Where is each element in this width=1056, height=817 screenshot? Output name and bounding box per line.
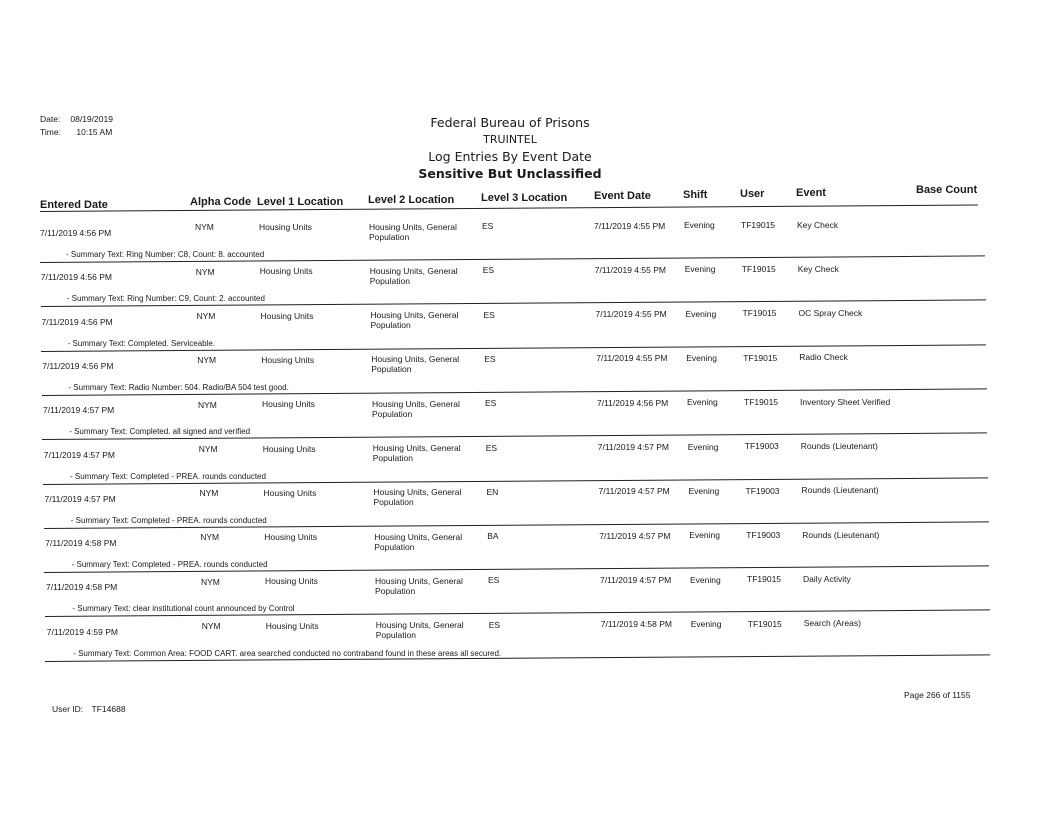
time-value: 10:15 AM [76,127,113,137]
event-cell: Inventory Sheet Verified [800,396,891,407]
user-cell: TF19015 [743,352,778,363]
report-time [40,127,112,137]
summary-text: - Summary Text: Completed - PREA. rounds conducted [70,515,267,525]
event-date-cell: 7/11/2019 4:57 PM [598,486,670,497]
user-cell: TF19003 [745,485,780,496]
level1-cell: Housing Units [265,576,318,587]
shift-cell: Evening [687,441,719,452]
entered-date-cell: 7/11/2019 4:56 PM [41,316,113,327]
level1-cell: Housing Units [264,532,318,543]
level2-cell: Housing Units, General Population [375,620,464,641]
level1-cell: Housing Units [259,222,312,232]
shift-cell: Evening [690,618,722,629]
alpha-code-cell: NYM [199,488,219,499]
summary-text: - Summary Text: Common Area: FOOD CART. area searched conducted no contraband found in these areas all secured. [73,648,502,658]
entered-date-cell: 7/11/2019 4:57 PM [43,449,115,460]
event-cell: Search (Areas) [803,618,861,629]
report-title-block [380,114,640,182]
col-shift: Shift [683,189,708,201]
entered-date-cell: 7/11/2019 4:56 PM [40,228,112,238]
classification: Sensitive But Unclassified [418,166,602,181]
shift-cell: Evening [689,530,720,541]
event-date-cell: 7/11/2019 4:55 PM [594,264,666,275]
user-cell: TF19015 [744,397,779,408]
shift-cell: Evening [684,220,715,231]
alpha-code-cell: NYM [201,621,221,631]
alpha-code-cell: NYM [200,532,220,543]
col-user: User [740,188,765,200]
summary-text: - Summary Text: clear institutional count announced by Control [72,604,295,614]
entered-date-cell: 7/11/2019 4:56 PM [40,272,112,283]
shift-cell: Evening [685,308,717,319]
level3-cell: ES [488,575,500,586]
event-date-cell: 7/11/2019 4:57 PM [599,530,671,541]
time-label: Time: [40,127,61,137]
level3-cell: ES [483,309,495,320]
page-number: Page 266 of 1155 [904,690,971,700]
entered-date-cell: 7/11/2019 4:58 PM [45,538,117,549]
level1-cell: Housing Units [261,354,315,365]
shift-cell: Evening [687,397,718,408]
entered-date-cell: 7/11/2019 4:57 PM [44,493,116,504]
level2-cell: Housing Units, General Population [370,310,459,331]
report-date [40,114,113,124]
shift-cell: Evening [690,574,721,585]
event-date-cell: 7/11/2019 4:55 PM [596,353,668,364]
col-event: Event [796,187,826,199]
col-alpha-code: Alpha Code [190,196,252,208]
level2-cell: Housing Units, General Population [372,443,461,464]
level3-cell: ES [485,442,498,453]
event-cell: Key Check [797,263,839,274]
entered-date-cell: 7/11/2019 4:57 PM [43,405,115,416]
col-base-count: Base Count [916,184,978,196]
event-date-cell: 7/11/2019 4:55 PM [594,220,666,231]
user-id-label: User ID: [52,704,84,714]
level3-cell: ES [482,221,494,231]
user-cell: TF19015 [747,618,782,629]
level3-cell: ES [484,353,496,364]
col-event-date: Event Date [594,190,651,202]
alpha-code-cell: NYM [195,266,215,277]
event-date-cell: 7/11/2019 4:55 PM [595,309,667,320]
event-date-cell: 7/11/2019 4:57 PM [600,574,672,585]
event-date-cell: 7/11/2019 4:56 PM [597,397,669,408]
org-name: Federal Bureau of Prisons [430,115,590,130]
summary-text: - Summary Text: Ring Number: C9, Count: 2. accounted [66,294,265,304]
level1-cell: Housing Units [263,487,317,498]
alpha-code-cell: NYM [201,576,220,587]
summary-text: - Summary Text: Completed - PREA. rounds conducted [70,471,266,481]
event-date-cell: 7/11/2019 4:57 PM [597,442,669,452]
level1-cell: Housing Units [262,443,316,454]
entered-date-cell: 7/11/2019 4:59 PM [46,626,118,637]
user-cell: TF19015 [747,574,782,585]
level3-cell: EN [486,486,499,497]
event-cell: Key Check [797,219,839,230]
level1-cell: Housing Units [260,310,314,321]
event-cell: Rounds (Lieutenant) [802,529,880,540]
user-cell: TF19015 [741,264,776,275]
summary-text: - Summary Text: Ring Number: C8, Count: 8. accounted [66,250,265,259]
alpha-code-cell: NYM [195,222,214,233]
entered-date-cell: 7/11/2019 4:56 PM [42,360,114,371]
col-level1: Level 1 Location [257,196,344,208]
level2-cell: Housing Units, General Population [372,398,460,419]
level3-cell: ES [482,265,495,276]
level3-cell: ES [488,619,501,630]
event-cell: Radio Check [799,352,848,363]
alpha-code-cell: NYM [198,443,218,454]
user-cell: TF19015 [741,219,776,230]
col-level2: Level 2 Location [368,194,455,206]
entered-date-cell: 7/11/2019 4:58 PM [46,582,118,593]
user-cell: TF19003 [744,441,779,452]
system-name: TRUINTEL [483,133,537,146]
level1-cell: Housing Units [259,266,313,277]
level2-cell: Housing Units, General Population [369,265,458,286]
level3-cell: ES [485,398,497,409]
summary-text: - Summary Text: Radio Number: 504. Radio/BA 504 test good. [68,382,289,392]
summary-text: - Summary Text: Completed. all signed and verified [69,427,251,437]
footer-user-id [52,704,126,714]
alpha-code-cell: NYM [196,310,216,321]
event-cell: Rounds (Lieutenant) [800,441,878,452]
alpha-code-cell: NYM [198,399,217,410]
report-title: Log Entries By Event Date [428,149,592,164]
level2-cell: Housing Units, General Population [371,354,460,375]
event-cell: Rounds (Lieutenant) [801,485,879,496]
event-date-cell: 7/11/2019 4:58 PM [600,619,672,630]
alpha-code-cell: NYM [197,355,217,366]
header-rule [40,204,978,212]
event-cell: OC Spray Check [798,308,863,319]
col-level3: Level 3 Location [481,192,568,204]
level2-cell: Housing Units, General Population [374,531,463,552]
user-id-value: TF14688 [91,704,126,714]
summary-text: - Summary Text: Completed. Serviceable. [67,338,216,348]
user-cell: TF19015 [742,308,777,319]
level2-cell: Housing Units, General Population [373,487,462,508]
level2-cell: Housing Units, General Population [369,221,457,242]
level3-cell: BA [487,531,499,542]
level1-cell: Housing Units [265,620,319,631]
summary-text: - Summary Text: Completed - PREA. rounds conducted [71,560,268,570]
shift-cell: Evening [686,353,717,363]
date-value: 08/19/2019 [70,114,113,124]
level1-cell: Housing Units [262,399,315,410]
shift-cell: Evening [684,264,716,275]
date-label: Date: [40,114,61,124]
shift-cell: Evening [688,485,720,496]
level2-cell: Housing Units, General Population [375,575,463,596]
col-entered-date: Entered Date [40,199,108,211]
event-cell: Daily Activity [803,573,851,584]
user-cell: TF19003 [746,529,781,540]
